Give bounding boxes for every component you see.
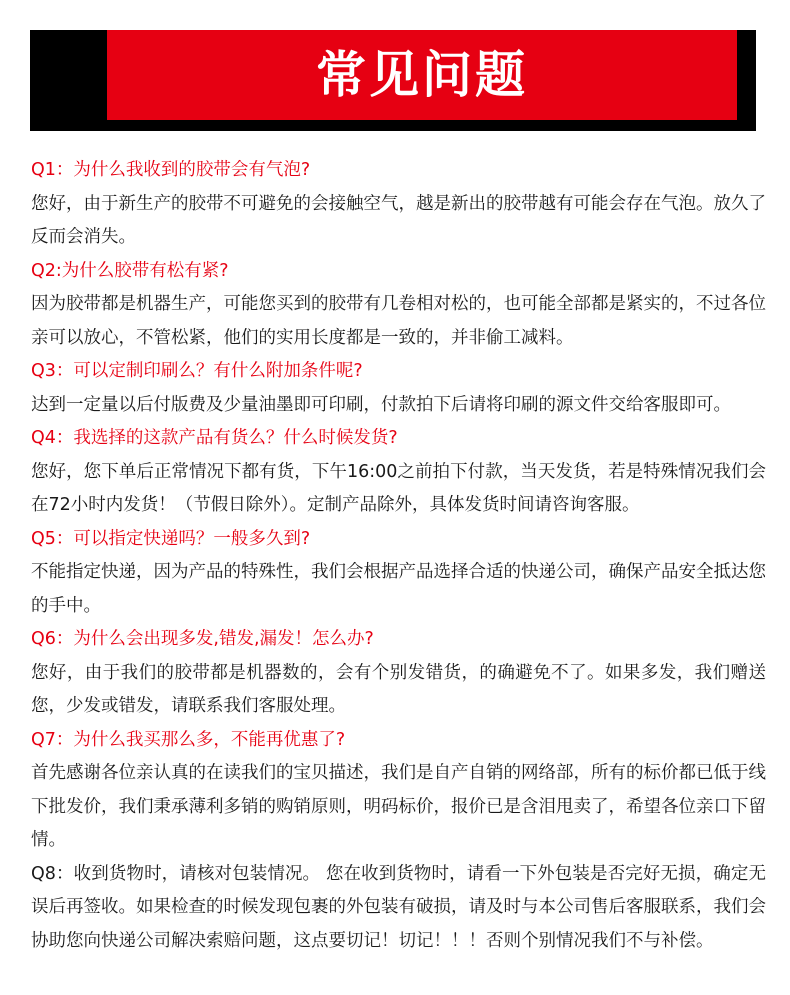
faq-question: Q4：我选择的这款产品有货么？什么时候发货? xyxy=(31,428,398,448)
faq-answer: 您好，您下单后正常情况下都有货，下午16:00之前拍下付款，当天发货，若是特殊情况我们会在72小时内发货！（节假日除外）。定制产品除外，具体发货时间请咨询客服。 xyxy=(31,461,766,515)
faq-answer: 因为胶带都是机器生产，可能您买到的胶带有几卷相对松的，也可能全部都是紧实的，不过各位亲可以放心，不管松紧，他们的实用长度都是一致的，并非偷工减料。 xyxy=(31,294,766,348)
faq-answer-block xyxy=(31,858,766,959)
faq-question: Q5：可以指定快递吗？一般多久到? xyxy=(31,528,311,549)
faq-item-q7 xyxy=(31,724,766,858)
faq-answer: 不能指定快递，因为产品的特殊性，我们会根据产品选择合适的快递公司，确保产品安全抵达您的手中。 xyxy=(31,562,766,616)
faq-item-q6 xyxy=(31,623,766,724)
header-title-box xyxy=(107,30,737,120)
faq-answer: 您在收到货物时，请看一下外包装是否完好无损，确定无误后再签收。如果检查的时候发现包裹的外包装有破损，请及时与本公司售后客服联系，我们会协助您向快递公司解决索赔问题，这点要切记！切记！！！否则个别情况我们不与补偿。 xyxy=(31,863,766,951)
faq-list xyxy=(31,154,766,958)
faq-question: Q8：收到货物时，请核对包装情况。 xyxy=(31,863,321,884)
faq-answer: 首先感谢各位亲认真的在读我们的宝贝描述，我们是自产自销的网络部，所有的标价都已低于线下批发价，我们秉承薄利多销的购销原则，明码标价，报价已是含泪甩卖了，希望各位亲口下留情。 xyxy=(31,763,766,850)
page-title: 常见问题 xyxy=(316,46,528,104)
faq-item-q1 xyxy=(31,154,766,255)
faq-question: Q2:为什么胶带有松有紧? xyxy=(31,260,229,281)
faq-item-q4 xyxy=(31,422,766,523)
faq-answer: 您好，由于我们的胶带都是机器数的，会有个别发错货，的确避免不了。如果多发，我们赠送您，少发或错发，请联系我们客服处理。 xyxy=(31,662,766,716)
faq-answer: 您好，由于新生产的胶带不可避免的会接触空气，越是新出的胶带越有可能会存在气泡。放久了反而会消失。 xyxy=(31,193,766,247)
header-bar xyxy=(30,30,756,131)
faq-item-q3 xyxy=(31,355,766,422)
faq-item-q8 xyxy=(31,858,766,959)
faq-question: Q1：为什么我收到的胶带会有气泡? xyxy=(31,160,311,180)
faq-question: Q6：为什么会出现多发,错发,漏发！怎么办? xyxy=(31,629,374,649)
faq-item-q5 xyxy=(31,523,766,624)
faq-question: Q7：为什么我买那么多，不能再优惠了? xyxy=(31,729,346,750)
faq-item-q2 xyxy=(31,255,766,356)
faq-question: Q3：可以定制印刷么？有什么附加条件呢? xyxy=(31,361,363,381)
faq-answer: 达到一定量以后付版费及少量油墨即可印刷，付款拍下后请将印刷的源文件交给客服即可。 xyxy=(31,394,731,415)
